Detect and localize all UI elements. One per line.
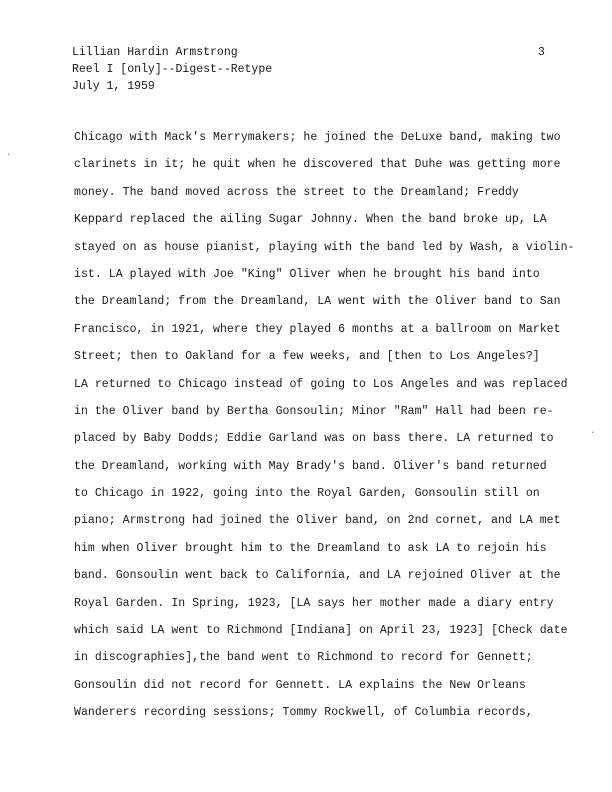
text-line: piano; Armstrong had joined the Oliver band, on 2nd cornet, and LA met: [74, 514, 561, 528]
text-line: stayed on as house pianist, playing with the band led by Wash, a violin-: [74, 240, 575, 254]
text-line: to Chicago in 1922, going into the Royal Garden, Gonsoulin still on: [74, 487, 540, 501]
margin-speck: ·: [590, 428, 596, 438]
margin-speck: ·: [6, 150, 12, 160]
header-reel: Reel I [only]--Digest--Retype: [72, 63, 273, 76]
text-line: Keppard replaced the ailing Sugar Johnny. When the band broke up, LA: [74, 213, 547, 227]
text-line: in the Oliver band by Bertha Gonsoulin; Minor "Ram" Hall had been re-: [74, 404, 554, 418]
header-date: July 1, 1959: [72, 80, 155, 93]
page-header: [72, 44, 272, 95]
text-line: him when Oliver brought him to the Dreamland to ask LA to rejoin his: [74, 541, 547, 555]
text-line: Wanderers recording sessions; Tommy Rockwell, of Columbia records,: [74, 706, 533, 720]
page-number: 3: [538, 46, 545, 59]
text-line: the Dreamland, working with May Brady's band. Oliver's band returned: [74, 459, 547, 473]
text-line: Francisco, in 1921, where they played 6 months at a ballroom on Market: [74, 322, 561, 336]
text-line: ist. LA played with Joe "King" Oliver when he brought his band into: [74, 267, 540, 281]
text-line: Royal Garden. In Spring, 1923, [LA says her mother made a diary entry: [74, 596, 554, 610]
text-line: LA returned to Chicago instead of going to Los Angeles and was replaced: [74, 377, 568, 391]
body-text: [74, 124, 594, 727]
text-line: Street; then to Oakland for a few weeks, and [then to Los Angeles?]: [74, 350, 540, 364]
text-line: clarinets in it; he quit when he discovered that Duhe was getting more: [74, 158, 561, 172]
text-line: band. Gonsoulin went back to California, and LA rejoined Oliver at the: [74, 569, 561, 583]
text-line: money. The band moved across the street to the Dreamland; Freddy: [74, 185, 519, 199]
text-line: placed by Baby Dodds; Eddie Garland was on bass there. LA returned to: [74, 432, 554, 446]
text-line: Chicago with Mack's Merrymakers; he joined the DeLuxe band, making two: [74, 131, 561, 144]
text-line: Gonsoulin did not record for Gennett. LA explains the New Orleans: [74, 678, 526, 692]
header-name: Lillian Hardin Armstrong: [72, 46, 238, 59]
text-line: which said LA went to Richmond [Indiana] on April 23, 1923] [Check date: [74, 624, 568, 638]
text-line: in discographies],the band went to Richmond to record for Gennett;: [74, 651, 533, 665]
text-line: the Dreamland; from the Dreamland, LA went with the Oliver band to San: [74, 295, 561, 309]
